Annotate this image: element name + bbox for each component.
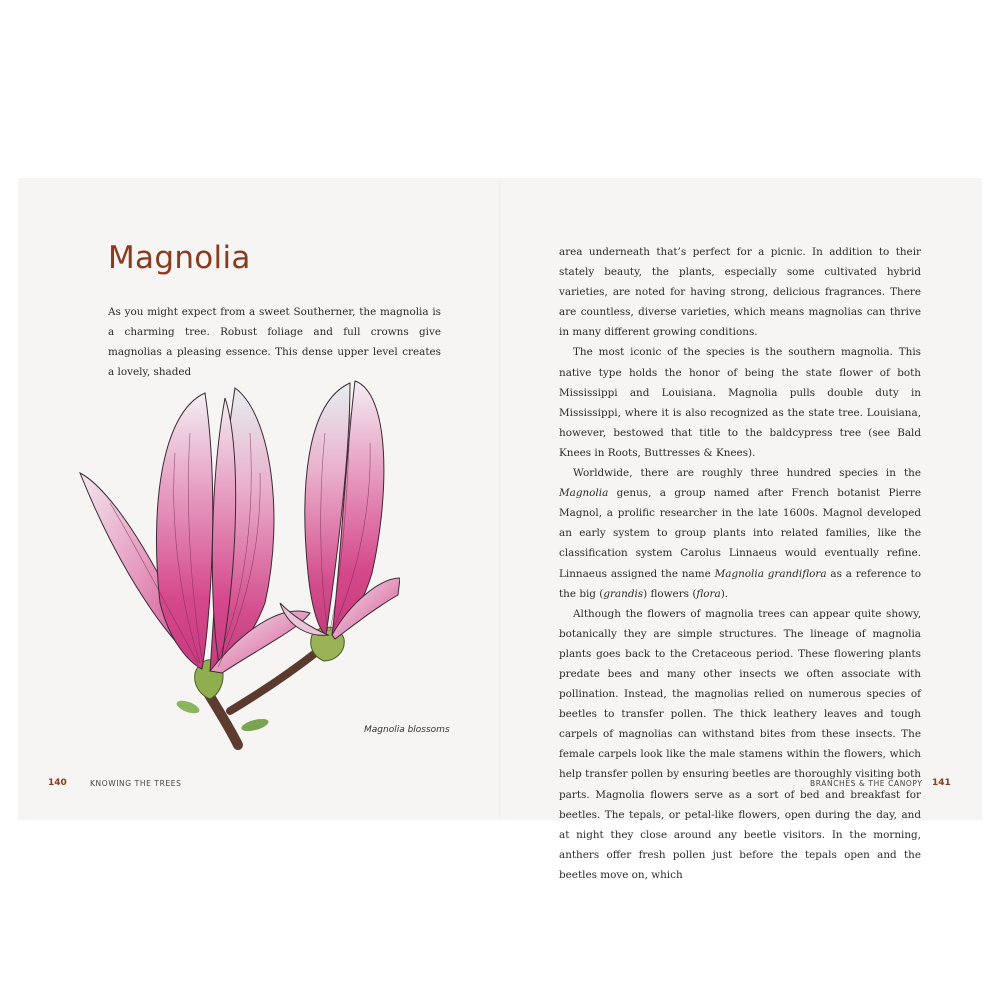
paragraph-2: The most iconic of the species is the southern magnolia. This native type holds the honor of being the state flower of both Mississippi and Louisiana. Magnolia pulls double duty in Mississippi, where it is also recognized as the state tree. Louisiana, however, bestowed that title to the baldcypress tree (see Bald Knees in Roots, Buttresses & Knees). — [559, 346, 921, 459]
page-title: Magnolia — [108, 240, 251, 276]
page-number-left: 140 — [48, 778, 67, 788]
figure-caption: Magnolia blossoms — [364, 725, 450, 735]
blossom-right — [280, 381, 400, 639]
magnolia-illustration — [50, 373, 400, 753]
body-column — [559, 242, 921, 885]
blossom-left — [80, 388, 310, 673]
paragraph-1: area underneath that’s perfect for a picnic. In addition to their stately beauty, the plants, especially some cultivated hybrid varieties, are noted for having strong, delicious fragrances. There are countless, diverse varieties, which means magnolias can thrive in many different growing conditions. — [559, 246, 921, 339]
page-number-right: 141 — [932, 778, 951, 788]
intro-paragraph: As you might expect from a sweet Southerner, the magnolia is a charming tree. Robust foliage and full crowns give magnolias a pleasing essence. This dense upper level creates a lovely, shaded — [108, 306, 441, 379]
paragraph-4: Although the flowers of magnolia trees can appear quite showy, botanically they are simple structures. The lineage of magnolia plants goes back to the Cretaceous period. These flowering plants predate bees and many other insects we often associate with pollination. Instead, the magnolias relied on numerous species of beetles to transfer pollen. The thick leathery leaves and tough carpels of magnolias can withstand bites from these insects. The female carpels look like the male stamens within the flowers, which help transfer pollen by ensuring beetles are thoroughly visiting both parts. Magnolia flowers serve as a sort of bed and breakfast for beetles. The tepals, or petal-like flowers, open during the day, and at night they close around any beetle visitors. In the morning, anthers offer fresh pollen just before the tepals open and the beetles move on, which — [559, 607, 921, 881]
running-head-left: KNOWING THE TREES — [90, 779, 182, 788]
book-spread — [18, 178, 982, 881]
gutter — [499, 178, 501, 820]
paragraph-3: Worldwide, there are roughly three hundred species in the Magnolia genus, a group named after French botanist Pierre Magnol, a prolific researcher in the late 1600s. Magnol developed an early system to group plants into related families, like the classification system Carolus Linnaeus would eventually refine. Linnaeus assigned the name Magnolia grandiflora as a reference to the big (grandis) flowers (flora). — [559, 467, 921, 600]
running-head-right: BRANCHES & THE CANOPY — [810, 779, 923, 788]
